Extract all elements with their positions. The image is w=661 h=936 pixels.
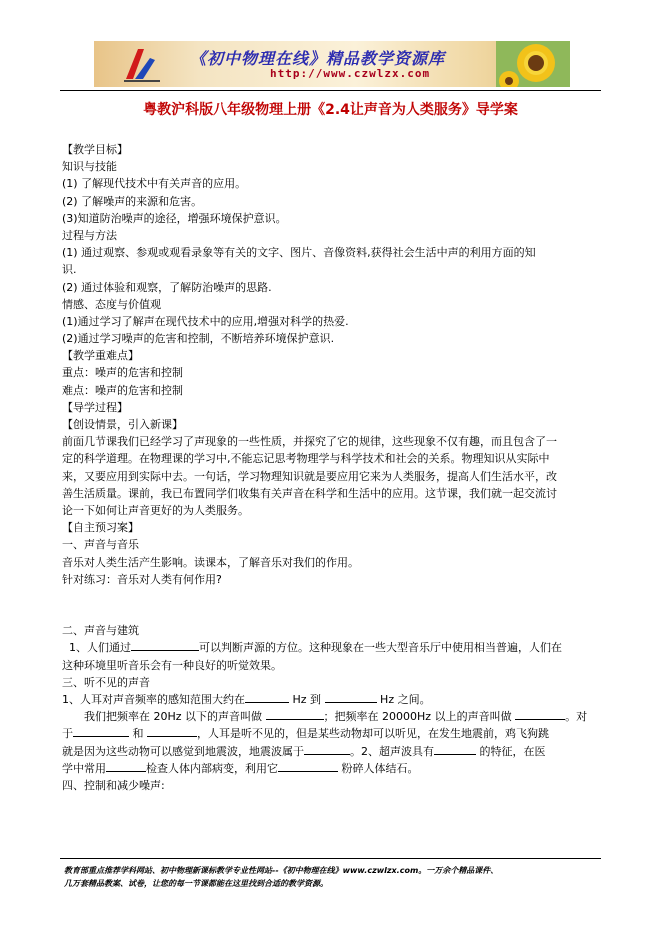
answer-blank[interactable] bbox=[245, 691, 289, 703]
text-segment: 就是因为这些动物可以感觉到地震波，地震波属于 bbox=[62, 744, 304, 758]
body-line: (2) 通过体验和观察，了解防治噪声的思路. bbox=[62, 280, 272, 294]
subheading: 过程与方法 bbox=[62, 228, 117, 242]
header-rule bbox=[60, 90, 601, 91]
text-segment: 粉碎人体结石。 bbox=[341, 761, 419, 775]
document-title: 粤教沪科版八年级物理上册《2.4让声音为人类服务》导学案 bbox=[143, 102, 518, 118]
fill-in-line bbox=[62, 725, 593, 742]
text-segment: ；把频率在 20000Hz 以上的声音叫做 bbox=[323, 710, 512, 724]
fill-in-line bbox=[62, 708, 593, 725]
section-heading: 【教学目标】 bbox=[62, 143, 128, 156]
section-heading: 【自主预习案】 bbox=[62, 521, 139, 535]
body-line: 前面几节课我们已经学习了声现象的一些性质，并探究了它的规律，这些现象不仅有趣，而且包含了一 bbox=[62, 435, 557, 449]
answer-blank[interactable] bbox=[131, 639, 199, 651]
body-line: (2) 了解噪声的来源和危害。 bbox=[62, 194, 203, 208]
body-line: 音乐对人类生活产生影响。读课本，了解音乐对我们的作用。 bbox=[62, 555, 359, 569]
text-segment: 学中常用 bbox=[62, 761, 106, 775]
text-segment: 和 bbox=[132, 727, 144, 741]
answer-blank[interactable] bbox=[325, 691, 377, 703]
banner-url: http://www.czwlzx.com bbox=[270, 67, 431, 80]
text-segment: 的特征，在医 bbox=[479, 744, 546, 758]
answer-blank[interactable] bbox=[147, 725, 197, 737]
footer-rule bbox=[60, 858, 601, 859]
subheading: 情感、态度与价值观 bbox=[62, 297, 161, 311]
answer-blank[interactable] bbox=[434, 743, 476, 755]
page-footer bbox=[64, 864, 604, 890]
text-segment: 于 bbox=[62, 727, 73, 741]
text-segment: 我们把频率在 20Hz 以下的声音叫做 bbox=[84, 710, 263, 724]
answer-blank[interactable] bbox=[106, 760, 146, 772]
subheading: 四、控制和减少噪声: bbox=[62, 778, 165, 792]
text-segment: 1、人耳对声音频率的感知范围大约在 bbox=[62, 693, 245, 706]
footer-line: 教育部重点推荐学科网站、初中物理新课标教学专业性网站--《初中物理在线》www.czwlzx.com。一万余个精品课件、 bbox=[64, 866, 499, 875]
body-line: 善生活质量。课前，我已布置同学们收集有关声音在科学和生活中的应用。这节课，我们就一起交流讨 bbox=[62, 486, 557, 500]
fill-in-line bbox=[62, 639, 593, 656]
answer-blank[interactable] bbox=[266, 708, 324, 720]
body-line: (1) 通过观察、参观或观看录象等有关的文字、图片、音像资料,获得社会生活中声的利用方面的知 bbox=[62, 246, 536, 260]
body-line: 重点：噪声的危害和控制 bbox=[62, 366, 183, 380]
body-line: (3)知道防治噪声的途径，增强环境保护意识。 bbox=[62, 211, 287, 225]
footer-line: 几万套精品教案、试卷，让您的每一节课都能在这里找到合适的教学资源。 bbox=[64, 879, 328, 888]
text-segment: Hz 到 bbox=[292, 693, 322, 706]
fill-in-line bbox=[62, 743, 593, 760]
subheading: 二、声音与建筑 bbox=[62, 624, 139, 638]
answer-blank[interactable] bbox=[515, 708, 565, 720]
answer-blank[interactable] bbox=[278, 760, 338, 772]
text-segment: 。2、超声波具有 bbox=[350, 744, 434, 758]
document-body bbox=[62, 141, 593, 794]
fill-in-line bbox=[62, 691, 593, 708]
body-line: 来，又要应用到实际中去。一句话，学习物理知识就是要应用它来为人类服务，提高人们生活水平，改 bbox=[62, 469, 557, 483]
header-banner bbox=[94, 41, 570, 87]
body-line: (1) 了解现代技术中有关声音的应用。 bbox=[62, 177, 247, 191]
text-segment: ，人耳是听不见的，但是某些动物却可以听见，在发生地震前，鸡飞狗跳 bbox=[197, 727, 549, 741]
section-heading: 【教学重难点】 bbox=[62, 349, 139, 363]
site-logo-icon bbox=[122, 46, 162, 82]
text-segment: 可以判断声源的方位。这种现象在一些大型音乐厅中使用相当普遍，人们在 bbox=[199, 641, 562, 655]
answer-blank[interactable] bbox=[73, 725, 129, 737]
body-line: 识. bbox=[62, 263, 77, 277]
text-segment: 1、人们通过 bbox=[69, 641, 131, 655]
text-segment: 。对 bbox=[565, 710, 588, 724]
body-line: (1)通过学习了解声在现代技术中的应用,增强对科学的热爱. bbox=[62, 314, 349, 328]
section-heading: 【导学过程】 bbox=[62, 400, 128, 414]
subheading: 知识与技能 bbox=[62, 160, 117, 174]
body-line: 这种环境里听音乐会有一种良好的听觉效果。 bbox=[62, 658, 282, 672]
sunflower-image bbox=[496, 41, 570, 87]
subheading: 一、声音与音乐 bbox=[62, 538, 139, 552]
fill-in-line bbox=[62, 760, 593, 777]
answer-blank[interactable] bbox=[304, 743, 350, 755]
body-line: 难点：噪声的危害和控制 bbox=[62, 383, 183, 397]
body-line: (2)通过学习噪声的危害和控制，不断培养环境保护意识. bbox=[62, 332, 335, 346]
subheading: 三、听不见的声音 bbox=[62, 675, 150, 689]
exercise-question: 针对练习：音乐对人类有何作用? bbox=[62, 572, 222, 586]
text-segment: Hz 之间。 bbox=[380, 693, 431, 706]
text-segment: 检查人体内部病变，利用它 bbox=[146, 761, 278, 775]
banner-title: 《初中物理在线》精品教学资源库 bbox=[190, 49, 446, 68]
body-line: 论一下如何让声音更好的为人类服务。 bbox=[62, 503, 249, 517]
section-heading: 【创设情景，引入新课】 bbox=[62, 418, 183, 431]
body-line: 定的科学道理。在物理课的学习中,不能忘记思考物理学与科学技术和社会的关系。物理知识从实际中 bbox=[62, 452, 550, 466]
